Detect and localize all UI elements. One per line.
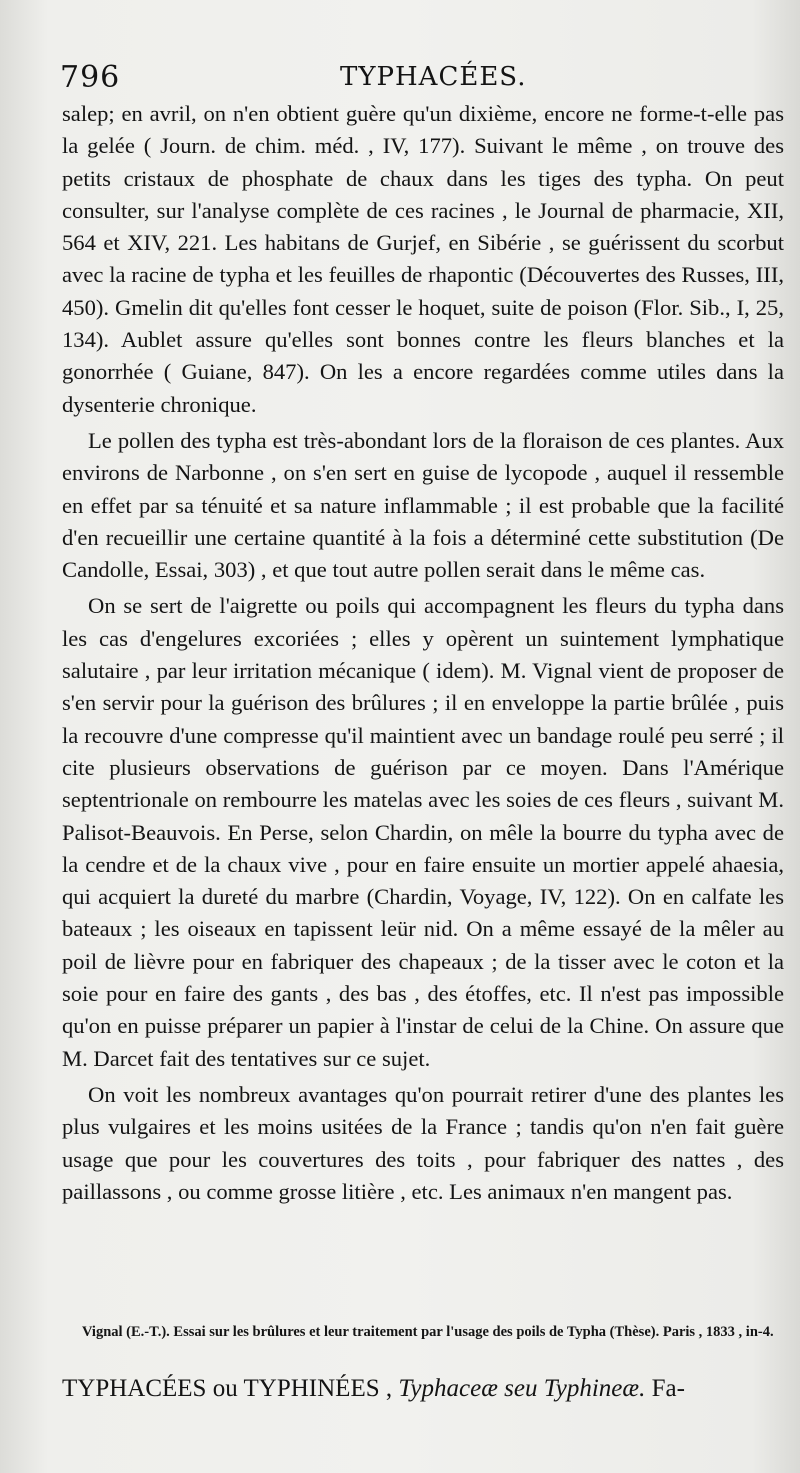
running-head: TYPHACÉES. <box>340 62 527 92</box>
paragraph-continuation: salep; en avril, on n'en obtient guère qu'un dixième, encore ne forme-t-elle pas la gelée ( Journ. de chim. méd. , IV, 177). Suivant le même , on trouve des petits cristaux de phosphate de chaux dans les tiges des typha. On peut consulter, sur l'analyse complète de ces racines , le Journal de pharmacie, XII, 564 et XIV, 221. Les habitans de Gurjef, en Sibérie , se guérissent du scorbut avec la racine de typha et les feuilles de rhapontic (Découvertes des Russes, III, 450). Gmelin dit qu'elles font cesser le hoquet, suite de poison (Flor. Sib., I, 25, 134). Aublet assure qu'elles sont bonnes contre les fleurs blanches et la gonorrhée ( Guiane, 847). On les a encore regardées comme utiles dans la dysenterie chronique. <box>62 101 784 417</box>
paragraph-pollen: Le pollen des typha est très-abondant lors de la floraison de ces plantes. Aux environs de Narbonne , on s'en sert en guise de lycopode , auquel il ressemble en effet par sa ténuité et sa nature inflammable ; il est probable que la facilité d'en recueillir une certaine quantité à la fois a déterminé cette substitution (De Candolle, Essai, 303) , et que tout autre pollen serait dans le même cas. <box>62 427 784 583</box>
paragraph-aigrette: On se sert de l'aigrette ou poils qui accompagnent les fleurs du typha dans les cas d'engelures excoriées ; elles y opèrent un suintement lymphatique salutaire , par leur irritation mécanique ( idem). M. Vignal vient de proposer de s'en servir pour la guérison des brûlures ; il en enveloppe la partie brûlée , puis la recouvre d'une compresse qu'il maintient avec un bandage roulé peu serré ; il cite plusieurs observations de guérison par ce moyen. Dans l'Amérique septentrionale on rembourre les matelas avec les soies de ces fleurs , suivant M. Palisot-Beauvois. En Perse, selon Chardin, on mêle la bourre du typha avec de la cendre et de la chaux vive , pour en faire ensuite un mortier appelé ahaesia, qui acquiert la dureté du marbre (Chardin, Voyage, IV, 122). On en calfate les bateaux ; les oiseaux en tapissent leür nid. On a même essayé de la mêler au poil de lièvre pour en fabriquer des chapeaux ; de la tisser avec le coton et la soie pour en faire des gants , des bas , des étoffes, etc. Il n'est pas impossible qu'on en puisse préparer un papier à l'instar de celui de la Chine. On assure que M. Darcet fait des tentatives sur ce sujet. <box>62 593 784 1071</box>
page-header <box>60 60 780 100</box>
next-entry-title: TYPHACÉES ou TYPHINÉES , <box>62 1375 393 1402</box>
next-entry-continuation: Fa- <box>651 1375 685 1402</box>
bibliographic-note <box>62 1321 784 1343</box>
body-text <box>62 98 784 1208</box>
paragraph-avantages: On voit les nombreux avantages qu'on pourrait retirer d'une des plantes les plus vulgaires et les moins usitées de la France ; tandis qu'on n'en fait guère usage que pour les couvertures des toits , pour fabriquer des nattes , des paillassons , ou comme grosse litière , etc. Les animaux n'en mangent pas. <box>62 1081 784 1204</box>
next-entry-heading <box>62 1375 792 1403</box>
page-number: 796 <box>60 60 121 95</box>
bibliographic-note-text: Vignal (E.-T.). Essai sur les brûlures et leur traitement par l'usage des poils de Typha (Thèse). Paris , 1833 , in-4. <box>82 1324 774 1340</box>
next-entry-latin-name: Typhaceæ seu Typhineæ. <box>398 1375 646 1402</box>
